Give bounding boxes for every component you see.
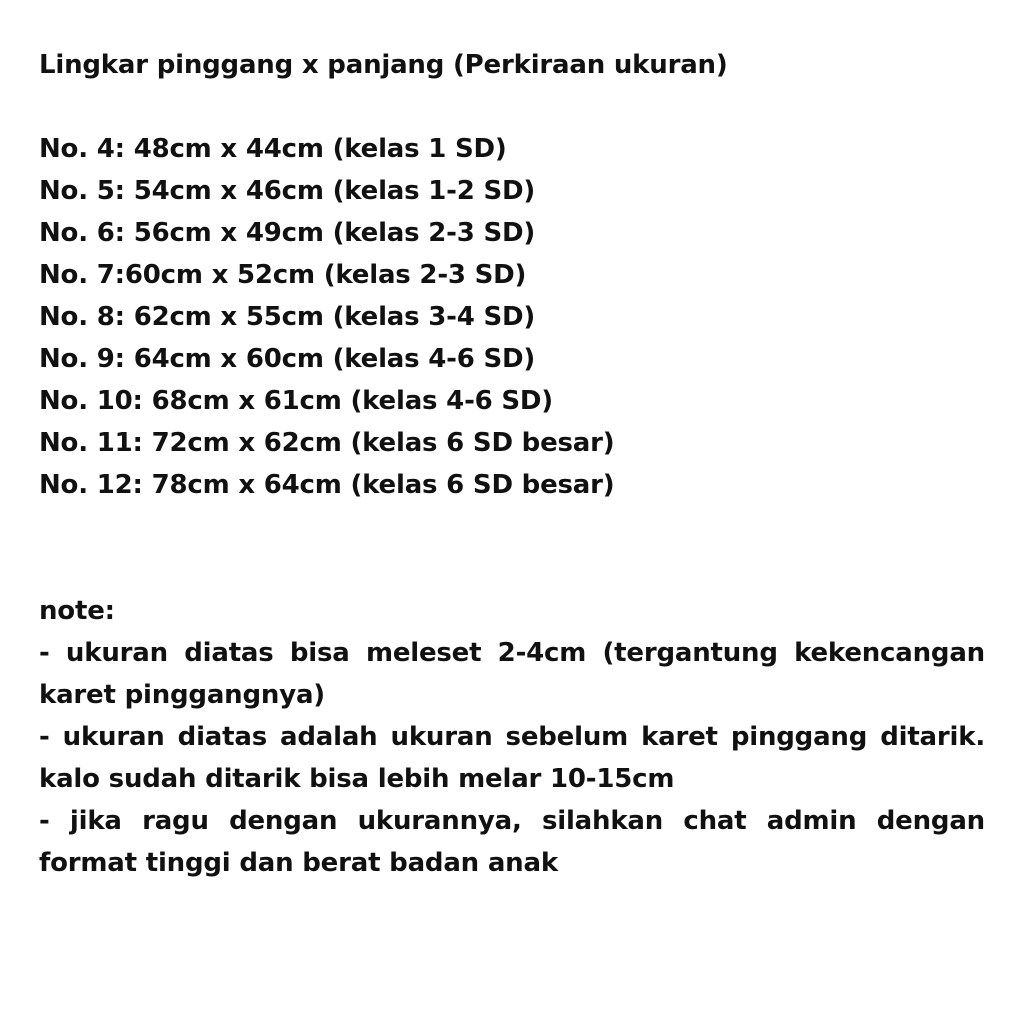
- size-item-4: No. 4: 48cm x 44cm (kelas 1 SD): [39, 134, 507, 164]
- note-item-stretch: - ukuran diatas adalah ukuran sebelum karet pinggang ditarik. kalo sudah ditarik bisa lebih melar 10-15cm: [39, 722, 985, 794]
- size-item-9: No. 9: 64cm x 60cm (kelas 4-6 SD): [39, 344, 536, 374]
- note-item-tolerance: - ukuran diatas bisa meleset 2-4cm (tergantung kekencangan karet pinggangnya): [39, 638, 985, 710]
- document-title: Lingkar pinggang x panjang (Perkiraan ukuran): [39, 50, 728, 80]
- size-item-12: No. 12: 78cm x 64cm (kelas 6 SD besar): [39, 470, 615, 500]
- size-list: [39, 128, 985, 506]
- size-item-10: No. 10: 68cm x 61cm (kelas 4-6 SD): [39, 386, 553, 416]
- size-chart-document: [39, 44, 985, 884]
- notes-heading: note:: [39, 596, 115, 626]
- size-item-8: No. 8: 62cm x 55cm (kelas 3-4 SD): [39, 302, 536, 332]
- notes-section: [39, 590, 985, 884]
- size-item-7: No. 7:60cm x 52cm (kelas 2-3 SD): [39, 260, 527, 290]
- note-item-contact-admin: - jika ragu dengan ukurannya, silahkan chat admin dengan format tinggi dan berat badan anak: [39, 806, 985, 878]
- size-item-5: No. 5: 54cm x 46cm (kelas 1-2 SD): [39, 176, 536, 206]
- size-item-6: No. 6: 56cm x 49cm (kelas 2-3 SD): [39, 218, 536, 248]
- size-item-11: No. 11: 72cm x 62cm (kelas 6 SD besar): [39, 428, 615, 458]
